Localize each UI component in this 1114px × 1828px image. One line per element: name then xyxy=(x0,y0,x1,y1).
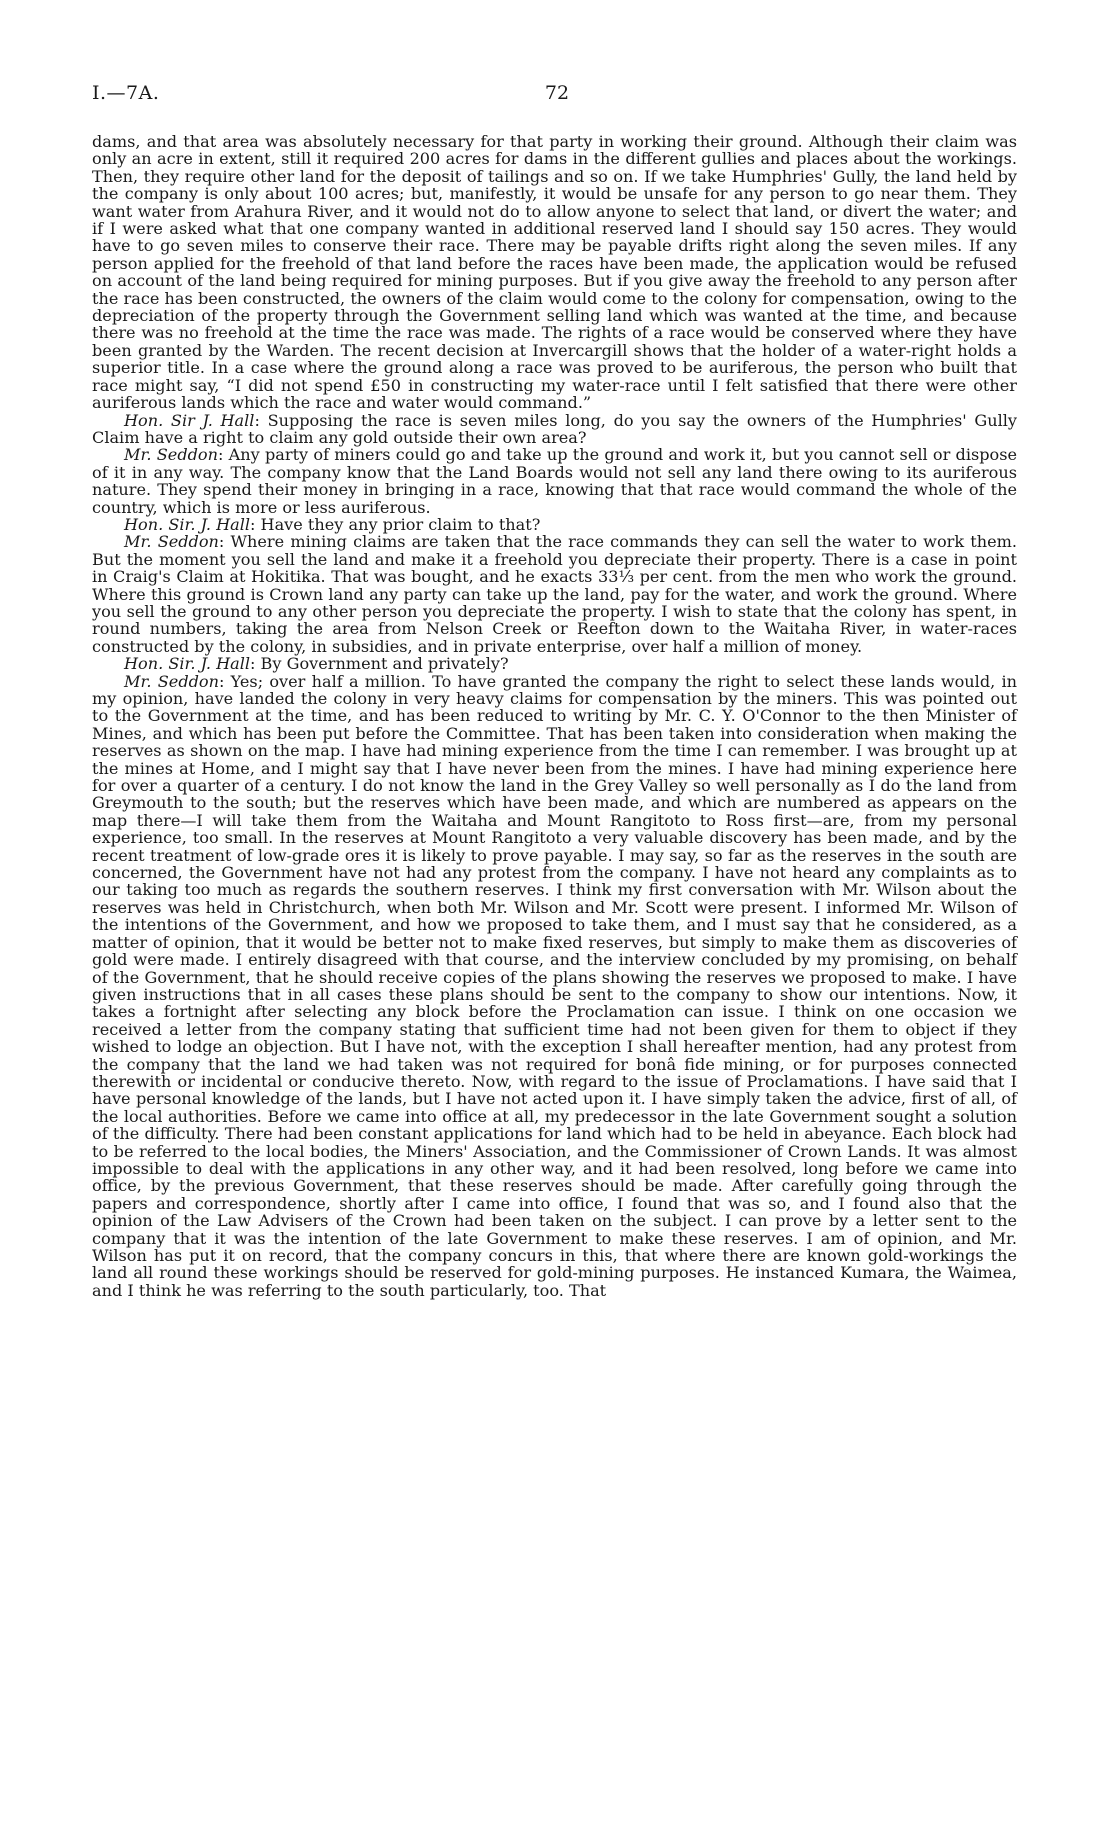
paragraph-hall-question xyxy=(92,412,1017,447)
paragraph-hall-question xyxy=(92,516,1017,533)
page-number: 72 xyxy=(544,82,570,104)
paragraph-text: : Supposing the race is seven miles long, do you say the owners of the Humphries' Gully Claim have a right to claim any gold outside their own area? xyxy=(92,410,1017,447)
page-header xyxy=(92,82,1022,112)
paragraph-seddon-answer xyxy=(92,446,1017,516)
speaker-name: Mr. Seddon xyxy=(124,532,219,552)
paragraph-text: : Have they any prior claim to that? xyxy=(250,514,541,534)
paragraph-hall-question xyxy=(92,655,1017,672)
paragraph-text: : By Government and privately? xyxy=(250,654,509,674)
paragraph-text: : Any party of miners could go and take up the ground and work it, but you cannot sell or dispose of it in any way. The company know that the Land Boards would not sell any land there owing to its auriferous nature. They spend their money in bringing in a race, knowing that that race would command the whole of the country, which is more or less auriferous. xyxy=(92,445,1017,517)
paragraph-text: : Where mining claims are taken that the race commands they can sell the water to work them. But the moment you sell the land and make it a freehold you depreciate their property. There is a case in point in Craig's Claim at Hokitika. That was bought, and he exacts 33⅓ per cent. from the men who work the ground. Where this ground is Crown land any party can take up the land, pay for the water, and work the ground. Where you sell the ground to any other person you depreciate the property. I wish to state that the colony has spent, in round numbers, taking the area from Nelson Creek or Reefton down to the Waitaha River, in water-races constructed by the colony, in subsidies, and in private enterprise, over half a million of money. xyxy=(92,532,1017,656)
paragraph-seddon-answer xyxy=(92,533,1017,655)
paragraph-seddon-answer xyxy=(92,673,1017,1300)
body-text xyxy=(92,133,1017,1299)
paragraph-continuation xyxy=(92,133,1017,412)
paragraph-text: : Yes; over half a million. To have granted the company the right to select these lands would, in my opinion, have landed the colony in very heavy claims for compensation by the miners. This was pointed out to the Government at the time, and has been reduced to writing by Mr. C. Y. O'Connor to the then Minister of Mines, and which has been put before the Committee. That has been taken into consideration when making the reserves as shown on the map. I have had mining experience from the time I can remember. I was brought up at the mines at Home, and I might say that I have never been from the mines. I have had mining experience here for over a quarter of a century. I do not know the land in the Grey Valley so well personally as I do the land from Greymouth to the south; but the reserves which have been made, and which are numbered as appears on the map there—I will take them from the Waitaha and Mount Rangitoto to Ross first—are, from my personal experience, too small. In the reserves at Mount Rangitoto a very valuable discovery has been made, and by the recent treatment of low-grade ores it is likely to prove payable. I may say, so far as the reserves in the south are concerned, the Government have not had any protest from the company. I have not heard any complaints as to our taking too much as regards the southern reserves. I think my first conversation with Mr. Wilson about the reserves was held in Christchurch, when both Mr. Wilson and Mr. Scott were present. I informed Mr. Wilson of the intentions of the Government, and how we proposed to take them, and I must say that he considered, as a matter of opinion, that it would be better not to make fixed reserves, but simply to make them as discoveries of gold were made. I entirely disagreed with that course, and the interview concluded by my promising, on behalf of the Government, that he should receive copies of the plans showing the reserves we proposed to make. I have given instructions that in all cases these plans should be sent to the company to show our intentions. Now, it takes a fortnight after selecting any block before the Proclamation can issue. I think on one occasion we received a letter from the company stating that sufficient time had not been given for them to object if they wished to lodge an objection. But I have not, with the exception I shall hereafter mention, had any protest from the company that the land we had taken was not required for bonâ fide mining, or for purposes connected therewith or incidental or conducive thereto. Now, with regard to the issue of Proclamations. I have said that I have personal knowledge of the lands, but I have not acted upon it. I have simply taken the advice, first of all, of the local authorities. Before we came into office at all, my predecessor in the late Government sought a solution of the difficulty. There had been constant applications for land which had to be held in abeyance. Each block had to be referred to the local bodies, the Miners' Association, and the Commissioner of Crown Lands. It was almost impossible to deal with the applications in any other way, and it had been resolved, long before we came into office, by the previous Government, that these reserves should be made. After carefully going through the papers and correspondence, shortly after I came into office, I found that was so, and I found also that the opinion of the Law Advisers of the Crown had been taken on the subject. I can prove by a letter sent to the company that it was the intention of the late Government to make these reserves. I am of opinion, and Mr. Wilson has put it on record, that the company concurs in this, that where there are known gold-workings the land all round these workings should be reserved for gold-mining purposes. He instanced Kumara, the Waimea, and I think he was referring to the south particularly, too. That xyxy=(92,671,1018,1300)
speaker-name: Hon. Sir. J. Hall xyxy=(124,514,251,534)
speaker-name: Hon. Sir. J. Hall xyxy=(124,654,251,674)
speaker-name: Mr. Seddon xyxy=(124,445,218,465)
speaker-name: Mr. Seddon xyxy=(124,671,219,691)
document-reference: I.—7A. xyxy=(92,82,160,104)
speaker-name: Hon. Sir J. Hall xyxy=(124,410,255,430)
paragraph-text: dams, and that area was absolutely necessary for that party in working their ground. Although their claim was only an acre in extent, still it required 200 acres for dams in the different gullies and places about the workings. Then, they require other land for the deposit of tailings and so on. If we take Humphries' Gully, the land held by the company is only about 100 acres; but, manifestly, it would be unsafe for any person to go near them. They want water from Arahura River, and it would not do to allow anyone to select that land, or divert the water; and if I were asked what that one company wanted in additional reserved land I should say 150 acres. They would have to go seven miles to conserve their race. There may be payable drifts right along the seven miles. If any person applied for the freehold of that land before the races have been made, the application would be refused on account of the land being required for mining purposes. But if you give away the freehold to any person after the race has been constructed, the owners of the claim would come to the colony for compensation, owing to the depreciation of the property through the Government selling land which was wanted at the time, and because there was no freehold at the time the race was made. The rights of a race would be conserved where they have been granted by the Warden. The recent decision at Invercargill shows that the holder of a water-right holds a superior title. In a case where the ground along a race was proved to be auriferous, the person who built that race might say, “I did not spend £50 in constructing my water-race until I felt satisfied that there were other auriferous lands which the race and water would command.” xyxy=(92,132,1017,413)
